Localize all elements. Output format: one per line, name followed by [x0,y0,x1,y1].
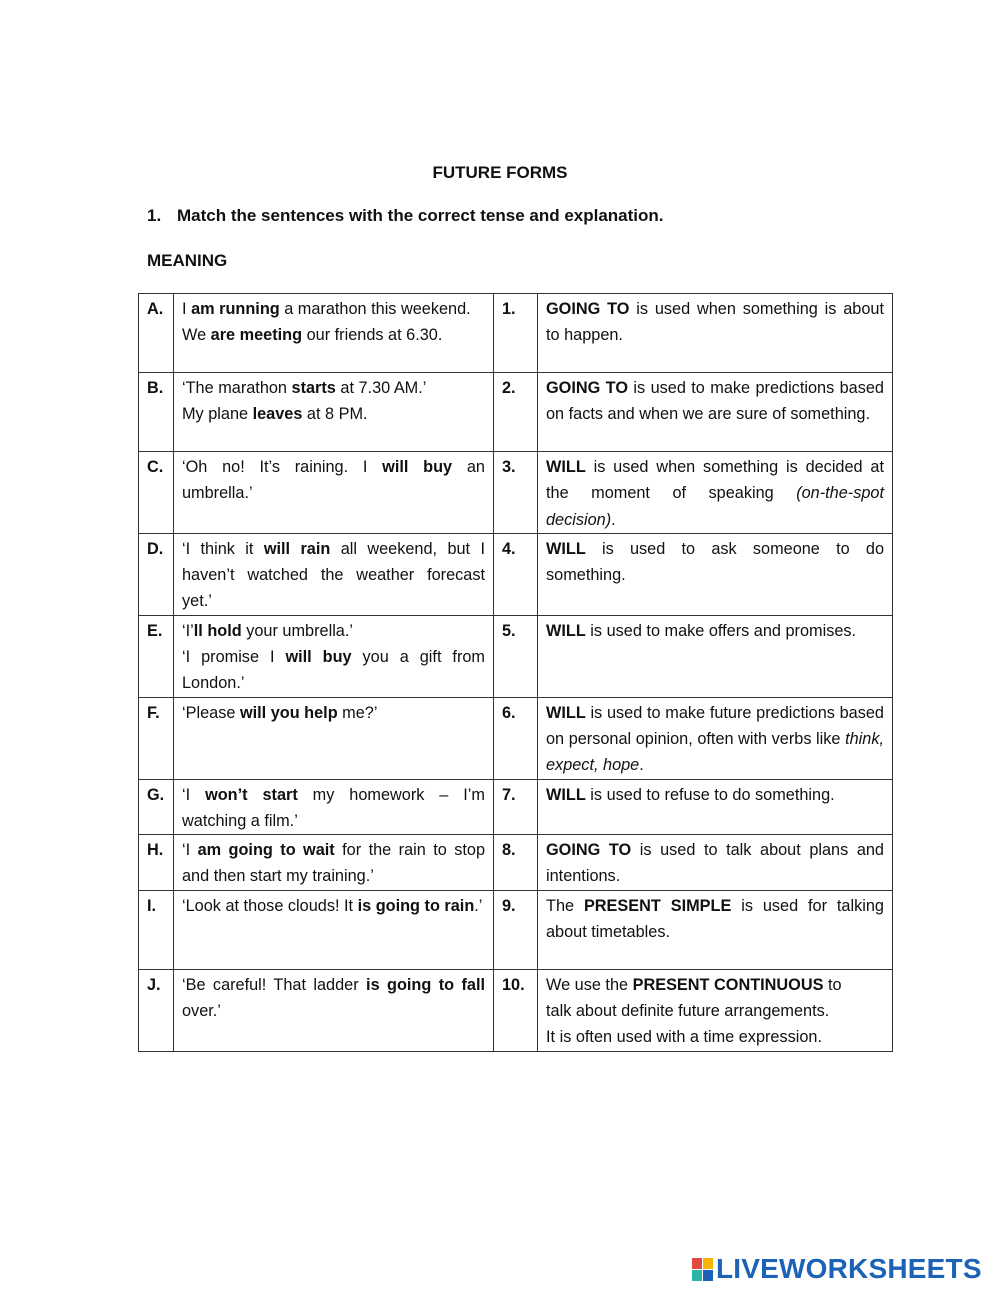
explanation-cell-line [546,536,884,589]
sentence-letter: E. [139,615,174,697]
text: It is often used with a time expression. [546,1028,823,1047]
bold-text: PRESENT SIMPLE [583,896,732,915]
instruction-text: Match the sentences with the correct tense and explanation. [177,206,664,225]
instruction-number: 1. [147,206,162,225]
sentence-cell [174,969,494,1051]
sentence-cell-line [182,618,485,644]
explanation-cell [538,615,893,697]
logo-block [703,1258,713,1269]
bold-text: am going to wait [197,841,335,860]
text: you a gift from London.’ [182,648,485,693]
text: We [182,326,211,345]
text: The [546,896,584,915]
sentence-cell-line [182,536,485,615]
instruction [147,206,664,226]
text: your umbrella.’ [241,621,354,640]
text: is used to refuse to do something. [585,785,835,804]
text: talk about definite future arrangements. [546,1002,830,1021]
text: ‘I promise I [182,648,286,667]
explanation-number: 4. [494,533,538,615]
bold-text: will rain [263,539,331,558]
sentence-cell-line [182,296,485,322]
bold-text: PRESENT CONTINUOUS [632,975,824,994]
sentence-letter: G. [139,779,174,835]
logo-block [692,1270,702,1281]
sentence-letter: F. [139,697,174,779]
sentence-cell [174,779,494,835]
sentence-cell [174,697,494,779]
explanation-cell-line [546,893,884,946]
sentence-letter: H. [139,835,174,891]
text: . [639,756,644,775]
sentence-cell [174,890,494,969]
text: an umbrella.’ [182,458,485,503]
bold-text: leaves [252,405,303,424]
text: our friends at 6.30. [302,326,443,345]
explanation-cell-line [546,454,884,533]
bold-text: WILL [546,621,586,640]
sentence-cell-line [182,375,485,401]
page-title: FUTURE FORMS [432,163,568,182]
italic-text: think, expect, hope [546,729,884,775]
text: is used to make predictions based on facts and when we are sure of something. [546,379,884,424]
explanation-cell [538,779,893,835]
logo-blocks [692,1258,713,1281]
sentence-cell-line [182,700,485,726]
text: is used to make offers and promises. [585,621,857,640]
text: me?’ [337,703,378,722]
explanation-cell [538,533,893,615]
text: over.’ [182,1002,221,1021]
sentence-letter: I. [139,890,174,969]
bold-text: starts [291,379,336,397]
table-row [139,373,893,452]
text: all weekend, but I haven’t watched the weather forecast yet.’ [182,539,485,611]
table-row [139,615,893,697]
explanation-number: 2. [494,373,538,452]
explanation-number: 5. [494,615,538,697]
explanation-cell [538,452,893,534]
bold-text: is going to fall [366,975,486,994]
text: I [182,300,192,318]
text: is used for talking about timetables. [546,896,884,942]
bold-text: GOING TO [546,300,630,318]
explanation-number: 7. [494,779,538,835]
sentence-letter: D. [139,533,174,615]
table-row [139,452,893,534]
explanation-cell-line [546,782,884,808]
bold-text: GOING TO [546,841,632,860]
explanation-number: 8. [494,835,538,891]
sentence-cell [174,294,494,373]
table-row [139,779,893,835]
text: for the rain to stop and then start my training.’ [182,841,485,886]
matching-table [138,293,893,1052]
table-row [139,294,893,373]
explanation-number: 3. [494,452,538,534]
logo-block [692,1258,702,1269]
text: a marathon this weekend. [279,300,471,318]
explanation-number: 1. [494,294,538,373]
explanation-cell-line [546,375,884,428]
text: to [823,975,842,994]
table-row [139,835,893,891]
sentence-letter: B. [139,373,174,452]
sentence-letter: J. [139,969,174,1051]
sentence-letter: C. [139,452,174,534]
text: We use the [546,975,633,994]
text: ‘I think it [182,539,264,558]
explanation-cell [538,835,893,891]
liveworksheets-logo [692,1253,982,1285]
explanation-cell [538,294,893,373]
table-row [139,533,893,615]
sentence-cell-line [182,454,485,507]
table-row [139,969,893,1051]
text: is used to ask someone to do something. [546,539,884,585]
bold-text: WILL [546,703,586,722]
bold-text: am running [191,300,280,318]
bold-text: will buy [285,648,352,667]
text: ‘I [182,841,198,860]
bold-text: will buy [382,458,453,476]
explanation-cell-line [546,1024,884,1050]
explanation-cell-line [546,998,884,1024]
bold-text: WILL [546,539,586,558]
bold-text: WILL [546,458,586,476]
logo-text: LIVEWORKSHEETS [716,1253,982,1284]
text: ‘I’ [182,621,194,640]
italic-text: (on-the-spot decision) [546,484,884,529]
text: .’ [474,896,483,915]
sentence-cell [174,615,494,697]
text: ‘Oh no! It’s raining. I [182,458,383,476]
sentence-cell-line [182,782,485,835]
text: ‘Be careful! That ladder [182,975,367,994]
sentence-cell-line [182,837,485,890]
text: ‘I [182,785,206,804]
text: is used when something is about to happen. [546,300,884,345]
explanation-cell-line [546,972,884,998]
bold-text: WILL [546,785,586,804]
text: at 8 PM. [302,405,368,424]
text: is used to talk about plans and intentions. [546,841,884,886]
text: ‘The marathon [182,379,292,397]
table-row [139,890,893,969]
text: at 7.30 AM.’ [335,379,427,397]
explanation-number: 6. [494,697,538,779]
explanation-number: 9. [494,890,538,969]
bold-text: will you help [239,703,338,722]
bold-text: won’t start [205,785,298,804]
explanation-cell-line [546,700,884,779]
text: My plane [182,405,253,424]
sentence-cell-line [182,972,485,1025]
text: ‘Please [182,703,240,722]
sentence-cell [174,835,494,891]
text: . [611,510,616,529]
sentence-cell-line [182,644,485,697]
table-row [139,697,893,779]
text: ‘Look at those clouds! It [182,896,358,915]
sentence-cell-line [182,401,485,427]
sentence-cell [174,373,494,452]
bold-text: is going to rain [357,896,475,915]
explanation-cell-line [546,837,884,890]
bold-text: are meeting [210,326,303,345]
explanation-cell [538,969,893,1051]
sentence-cell [174,452,494,534]
text: my homework – I’m watching a film.’ [182,785,485,830]
sentence-cell [174,533,494,615]
logo-block [703,1270,713,1281]
section-label: MEANING [147,251,228,270]
sentence-cell-line [182,322,485,348]
explanation-cell [538,373,893,452]
bold-text: GOING TO [546,379,628,397]
explanation-cell [538,890,893,969]
explanation-cell-line [546,296,884,349]
text: is used to make future predictions based on personal opinion, often with verbs like [546,703,884,748]
bold-text: ll hold [193,621,242,640]
explanation-cell [538,697,893,779]
sentence-letter: A. [139,294,174,373]
sentence-cell-line [182,893,485,919]
text: is used when something is decided at the moment of speaking [546,458,884,503]
explanation-number: 10. [494,969,538,1051]
explanation-cell-line [546,618,884,644]
